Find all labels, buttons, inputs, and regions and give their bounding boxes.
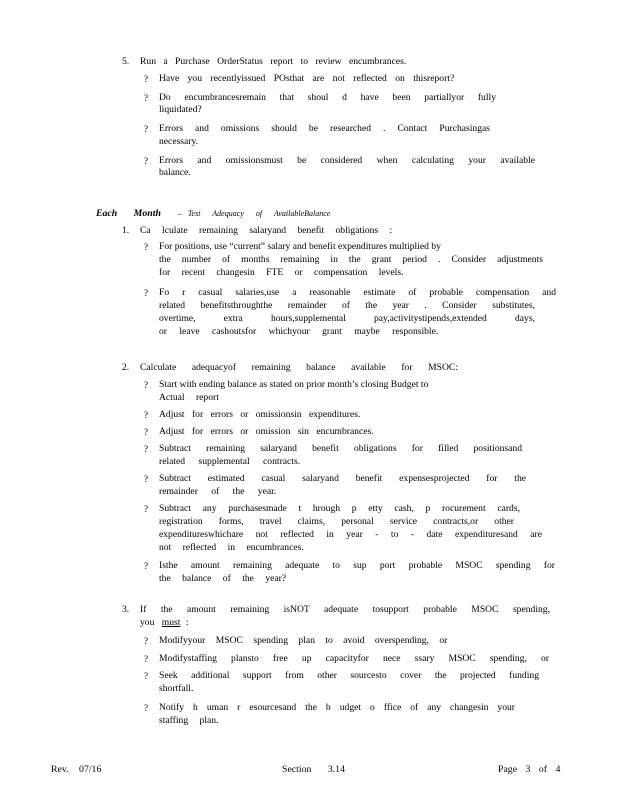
bullet-text-cont: not reflected in encumbrances. xyxy=(159,542,304,553)
footer-section: Section 3.14 xyxy=(282,764,345,775)
bullet-text-cont: necessary. xyxy=(159,136,199,147)
section-heading xyxy=(96,208,330,220)
item-text-cont xyxy=(140,617,189,629)
bullet-glyph: ? xyxy=(144,504,148,514)
bullet-text-cont: overtime, extra hours,supplemental pay,activitystipends,extended days, xyxy=(159,313,535,324)
bullet-text-cont: the balance of the year? xyxy=(159,573,287,584)
emphasis-must: must xyxy=(161,617,181,628)
bullet-text: Subtract estimated casual salaryand benefit expensesprojected for the xyxy=(159,473,526,484)
bullet-text: Notify h uman r esourcesand the b udget o ffice of any changesin your xyxy=(159,702,515,713)
bullet-text: Subtract remaining salaryand benefit obligations for filled positionsand xyxy=(159,443,522,454)
bullet-glyph: ? xyxy=(144,671,148,681)
bullet-text: Errors and omissionsmust be considered when calculating your available xyxy=(159,155,535,166)
bullet-glyph: ? xyxy=(144,427,148,437)
bullet-text-cont: for recent changesin FTE or compensation levels. xyxy=(159,267,404,278)
bullet-text-cont: staffing plan. xyxy=(159,715,219,726)
bullet-text: Seek additional support from other sourcesto cover the projected funding xyxy=(159,670,539,681)
item-number: 2. xyxy=(122,362,130,373)
bullet-text-cont: the number of months remaining in the grant period . Consider adjustments xyxy=(159,254,543,265)
bullet-text: Isthe amount remaining adequate to sup port probable MSOC spending for xyxy=(159,560,555,571)
bullet-text-cont: expenditureswhichare not reflected in year - to - date expendituresand are xyxy=(159,529,542,540)
bullet-glyph: ? xyxy=(144,93,148,103)
bullet-text: Start with ending balance as stated on prior month’s closing Budget to xyxy=(159,379,429,390)
bullet-glyph: ? xyxy=(144,410,148,420)
bullet-text-cont: related supplemental contracts. xyxy=(159,456,301,467)
bullet-text: Modifyyour MSOC spending plan to avoid overspending, or xyxy=(159,635,448,646)
item-number: 3. xyxy=(122,604,130,615)
bullet-text: For positions, use “current” salary and benefit expenditures multiplied by xyxy=(159,241,441,252)
bullet-glyph: ? xyxy=(144,474,148,484)
bullet-text-cont: balance. xyxy=(159,167,191,178)
bullet-glyph: ? xyxy=(144,654,148,664)
item-text-word: you xyxy=(140,617,155,628)
item-text: If the amount remaining isNOT adequate tosupport probable MSOC spending, xyxy=(140,604,550,615)
bullet-text-cont: related benefitsthroughthe remainder of the year . Consider substitutes, xyxy=(159,300,535,311)
footer-page-number: Page 3 of 4 xyxy=(498,764,561,775)
bullet-text-cont: registration forms, travel claims, personal service contracts,or other xyxy=(159,516,514,527)
bullet-text: Errors and omissions should be researched . Contact Purchasingas xyxy=(159,123,490,134)
bullet-text: Adjust for errors or omissionsin expenditures. xyxy=(159,409,361,420)
section-subtitle: Test Adequacy of AvailableBalance xyxy=(187,209,331,218)
bullet-glyph: ? xyxy=(144,242,148,252)
bullet-glyph: ? xyxy=(144,703,148,713)
bullet-text-cont: remainder of the year. xyxy=(159,486,277,497)
bullet-glyph: ? xyxy=(144,288,148,298)
section-dash: – xyxy=(177,209,182,218)
bullet-glyph: ? xyxy=(144,561,148,571)
bullet-text-cont: Actual report xyxy=(159,392,219,403)
item-text: Run a Purchase OrderStatus report to review encumbrances. xyxy=(140,56,407,67)
bullet-text: Have you recentlyissued POsthat are not reflected on thisreport? xyxy=(159,73,455,84)
bullet-text: Fo r casual salaries,use a reasonable estimate of probable compensation and xyxy=(159,287,556,298)
bullet-text: Do encumbrancesremain that shoul d have been partiallyor fully xyxy=(159,92,496,103)
footer-revision: Rev. 07/16 xyxy=(51,764,102,775)
item-text: Ca lculate remaining salaryand benefit obligations : xyxy=(140,225,393,236)
bullet-text-cont: shortfall. xyxy=(159,683,194,694)
bullet-glyph: ? xyxy=(144,74,148,84)
section-title: Each Month xyxy=(96,208,161,219)
bullet-text-cont: or leave cashoutsfor whichyour grant maybe responsible. xyxy=(159,326,439,337)
bullet-glyph: ? xyxy=(144,444,148,454)
bullet-text: Adjust for errors or omission sin encumbrances. xyxy=(159,426,374,437)
item-text-colon: : xyxy=(185,617,189,628)
bullet-text: Subtract any purchasesmade t hrough p etty cash, p rocurement cards, xyxy=(159,503,520,514)
bullet-glyph: ? xyxy=(144,636,148,646)
item-number: 5. xyxy=(122,56,130,67)
bullet-text-cont: liquidated? xyxy=(159,104,202,115)
bullet-glyph: ? xyxy=(144,380,148,390)
bullet-glyph: ? xyxy=(144,124,148,134)
bullet-text: Modifystaffing plansto free up capacityfor nece ssary MSOC spending, or xyxy=(159,653,549,664)
item-number: 1. xyxy=(122,225,130,236)
bullet-glyph: ? xyxy=(144,156,148,166)
item-text: Calculate adequacyof remaining balance available for MSOC: xyxy=(140,362,458,373)
